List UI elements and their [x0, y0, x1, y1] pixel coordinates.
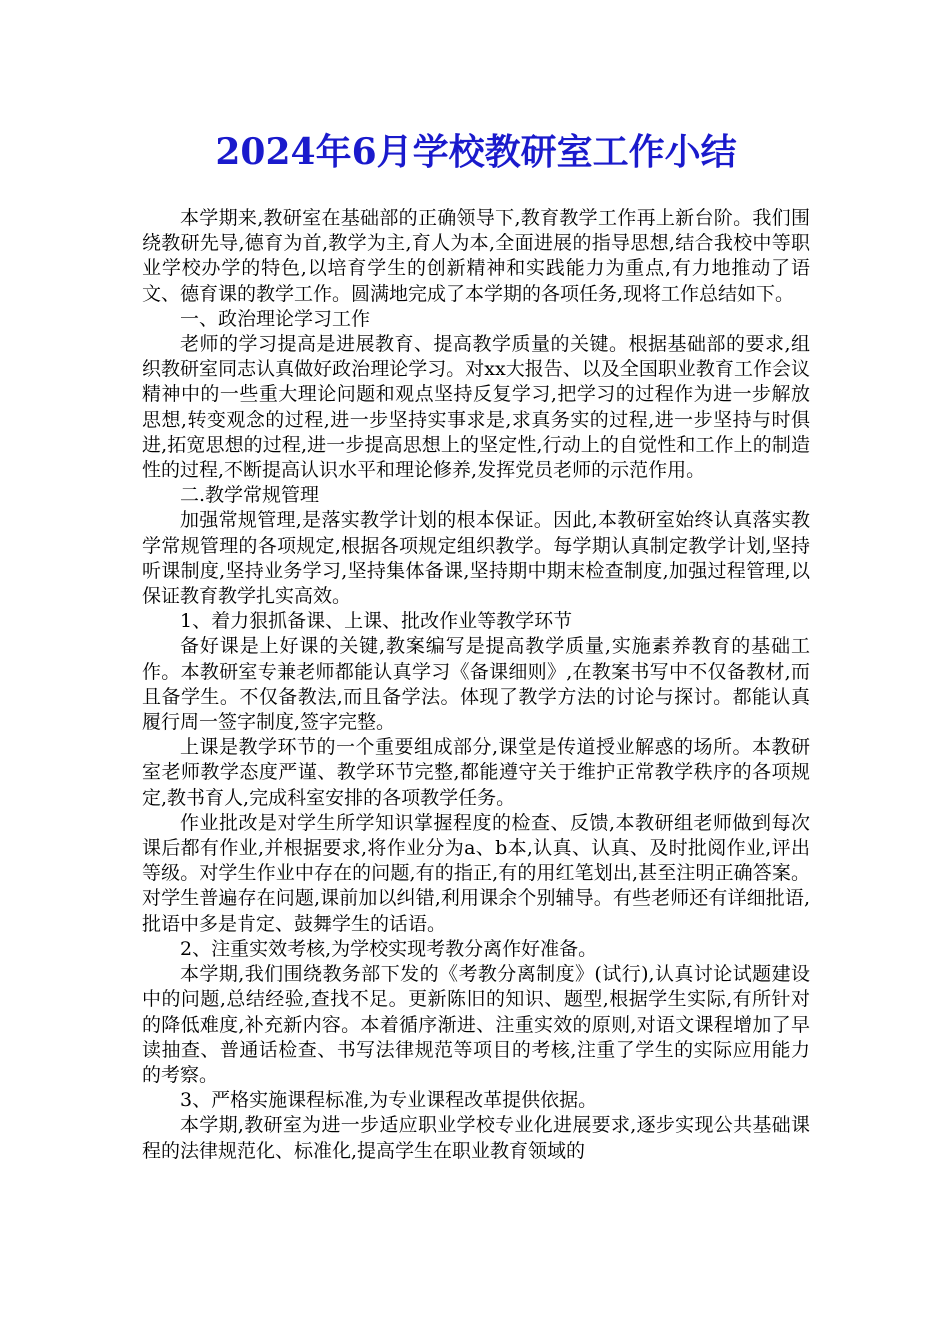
- paragraph-political-study: 老师的学习提高是进展教育、提高教学质量的关键。根据基础部的要求,组织教研室同志认真做好政治理论学习。对xx大报告、以及全国职业教育工作会议精神中的一些重大理论问题和观点坚持反复学习,把学习的过程作为进一步解放思想,转变观念的过程,进一步坚持实事求是,求真务实的过程,进一步坚持与时俱进,拓宽思想的过程,进一步提高思想上的坚定性,行动上的自觉性和工作上的制造性的过程,不断提高认识水平和理论修养,发挥党员老师的示范作用。: [142, 333, 810, 482]
- paragraph-lesson-prep: 备好课是上好课的关键,教案编写是提高教学质量,实施素养教育的基础工作。本教研室专兼老师都能认真学习《备课细则》,在教案书写中不仅备教材,而且备学生。不仅备教法,而且备学法。体现了教学方法的讨论与探讨。都能认真履行周一签字制度,签字完整。: [142, 635, 810, 734]
- paragraph-assessment: 本学期,我们围绕教务部下发的《考教分离制度》(试行),认真讨论试题建设中的问题,总结经验,查找不足。更新陈旧的知识、题型,根据学生实际,有所针对的降低难度,补充新内容。本着循序渐进、注重实效的原则,对语文课程增加了早读抽查、普通话检查、书写法律规范等项目的考核,注重了学生的实际应用能力的考察。: [142, 963, 810, 1086]
- subsection-heading-curriculum: 3、严格实施课程标准,为专业课程改革提供依据。: [180, 1089, 598, 1112]
- document-title: 2024年6月学校教研室工作小结: [215, 131, 737, 173]
- paragraph-classes: 上课是教学环节的一个重要组成部分,课堂是传道授业解惑的场所。本教研室老师教学态度严谨、教学环节完整,都能遵守关于维护正常教学秩序的各项规定,教书育人,完成科室安排的各项教学任务。: [142, 736, 810, 809]
- section-heading-teaching-management: 二.教学常规管理: [180, 484, 320, 507]
- document-page: [142, 128, 810, 1164]
- paragraph-curriculum: 本学期,教研室为进一步适应职业学校专业化进展要求,逐步实现公共基础课程的法律规范化、标准化,提高学生在职业教育领域的: [142, 1114, 810, 1162]
- section-heading-political-study: 一、政治理论学习工作: [180, 307, 371, 330]
- paragraph-intro: 本学期来,教研室在基础部的正确领导下,教育教学工作再上新台阶。我们围绕教研先导,德育为首,教学为主,育人为本,全面进展的指导思想,结合我校中等职业学校办学的特色,以培育学生的创新精神和实践能力为重点,有力地推动了语文、德育课的教学工作。圆满地完成了本学期的各项任务,现将工作总结如下。: [142, 207, 810, 305]
- document-body: [142, 206, 810, 1164]
- subsection-heading-assessment: 2、注重实效考核,为学校实现考教分离作好准备。: [180, 937, 598, 960]
- paragraph-homework: 作业批改是对学生所学知识掌握程度的检查、反馈,本教研组老师做到每次课后都有作业,并根据要求,将作业分为a、b本,认真、认真、及时批阅作业,评出等级。对学生作业中存在的问题,有的指正,有的用红笔划出,甚至注明正确答案。对学生普遍存在问题,课前加以纠错,利用课余个别辅导。有些老师还有详细批语,批语中多是肯定、鼓舞学生的话语。: [142, 811, 810, 935]
- subsection-heading-teaching-links: 1、着力狠抓备课、上课、批改作业等教学环节: [180, 610, 573, 633]
- paragraph-teaching-management: 加强常规管理,是落实教学计划的根本保证。因此,本教研室始终认真落实教学常规管理的各项规定,根据各项规定组织教学。每学期认真制定教学计划,坚持听课制度,坚持业务学习,坚持集体备课,坚持期中期末检查制度,加强过程管理,以保证教育教学扎实高效。: [142, 509, 810, 608]
